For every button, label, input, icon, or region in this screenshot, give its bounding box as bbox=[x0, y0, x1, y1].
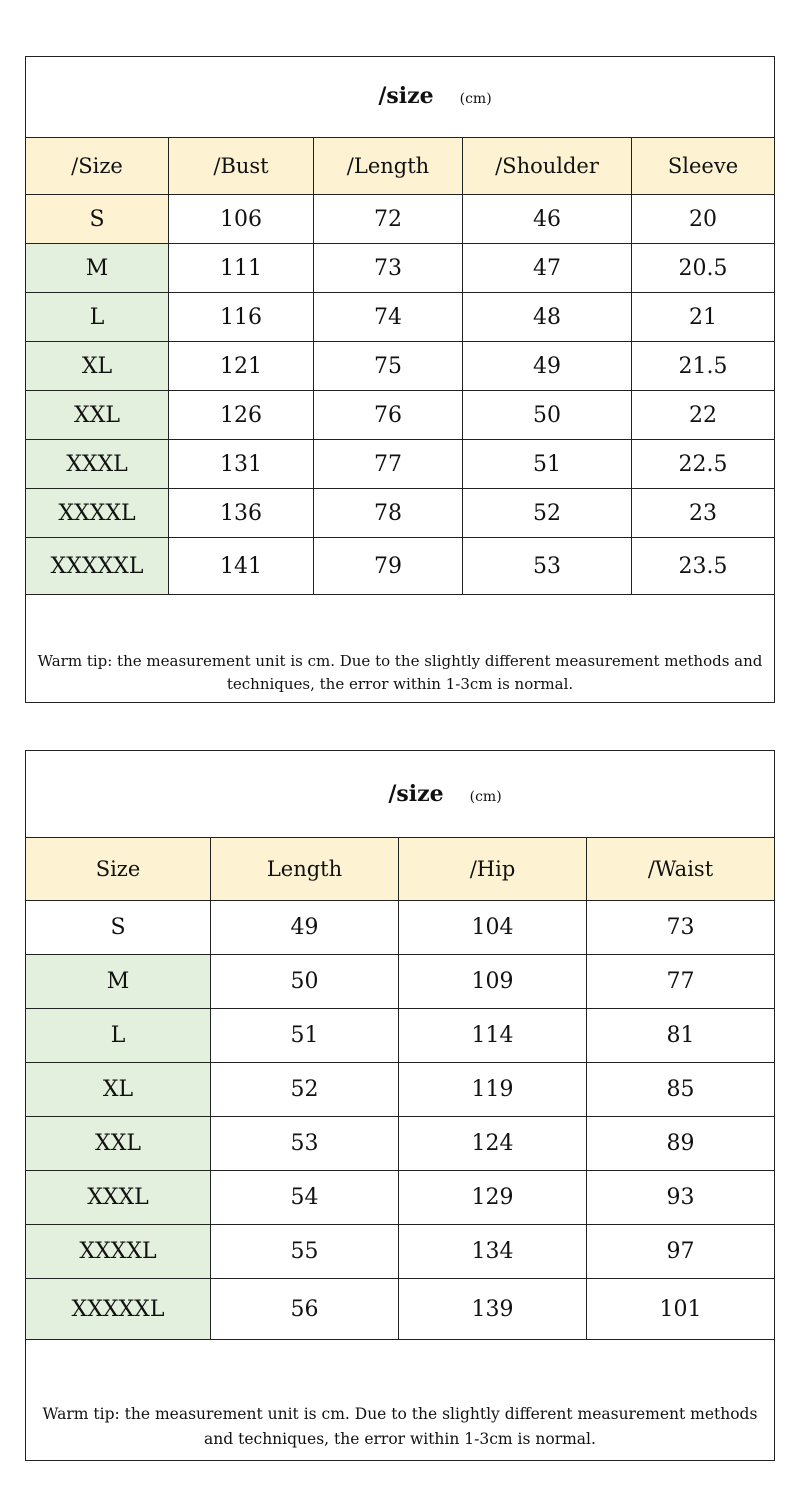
top-value-cell: 46 bbox=[463, 195, 632, 244]
top-chart-unit: (cm) bbox=[459, 91, 492, 107]
top-header-row bbox=[26, 138, 774, 195]
top-table-row bbox=[26, 342, 774, 391]
bottom-size-chart bbox=[25, 750, 775, 1461]
bottom-table-row bbox=[26, 1171, 774, 1225]
top-value-cell: 50 bbox=[463, 391, 632, 440]
bottom-size-cell: XL bbox=[26, 1063, 211, 1117]
top-size-cell: S bbox=[26, 195, 169, 244]
top-value-cell: 76 bbox=[314, 391, 463, 440]
bottom-value-cell: 97 bbox=[587, 1225, 775, 1279]
top-value-cell: 78 bbox=[314, 489, 463, 538]
top-value-cell: 53 bbox=[463, 538, 632, 595]
bottom-header-length: Length bbox=[211, 838, 399, 901]
top-size-cell: M bbox=[26, 244, 169, 293]
bottom-value-cell: 134 bbox=[399, 1225, 587, 1279]
bottom-value-cell: 109 bbox=[399, 955, 587, 1009]
bottom-value-cell: 101 bbox=[587, 1279, 775, 1340]
top-value-cell: 126 bbox=[169, 391, 314, 440]
top-value-cell: 131 bbox=[169, 440, 314, 489]
top-size-cell: XL bbox=[26, 342, 169, 391]
top-chart-title-text: /size bbox=[378, 83, 434, 109]
top-table-row bbox=[26, 195, 774, 244]
top-value-cell: 141 bbox=[169, 538, 314, 595]
bottom-size-cell: XXL bbox=[26, 1117, 211, 1171]
top-value-cell: 49 bbox=[463, 342, 632, 391]
top-header-sleeve: Sleeve bbox=[632, 138, 775, 195]
bottom-table-row bbox=[26, 1117, 774, 1171]
top-value-cell: 20 bbox=[632, 195, 775, 244]
bottom-size-cell: S bbox=[26, 901, 211, 955]
bottom-value-cell: 53 bbox=[211, 1117, 399, 1171]
bottom-value-cell: 85 bbox=[587, 1063, 775, 1117]
top-table-row bbox=[26, 244, 774, 293]
bottom-value-cell: 104 bbox=[399, 901, 587, 955]
bottom-chart-title-text: /size bbox=[388, 781, 444, 807]
top-value-cell: 23.5 bbox=[632, 538, 775, 595]
top-table-row bbox=[26, 538, 774, 595]
top-value-cell: 136 bbox=[169, 489, 314, 538]
bottom-header-row bbox=[26, 838, 774, 901]
bottom-size-table bbox=[26, 837, 774, 1340]
top-table-row bbox=[26, 293, 774, 342]
top-value-cell: 74 bbox=[314, 293, 463, 342]
top-value-cell: 77 bbox=[314, 440, 463, 489]
top-size-table bbox=[26, 137, 774, 595]
top-value-cell: 20.5 bbox=[632, 244, 775, 293]
top-size-cell: XXL bbox=[26, 391, 169, 440]
top-value-cell: 75 bbox=[314, 342, 463, 391]
top-value-cell: 72 bbox=[314, 195, 463, 244]
top-value-cell: 22.5 bbox=[632, 440, 775, 489]
bottom-size-cell: XXXXL bbox=[26, 1225, 211, 1279]
bottom-header-hip: /Hip bbox=[399, 838, 587, 901]
bottom-chart-title bbox=[26, 751, 774, 837]
top-header-length: /Length bbox=[314, 138, 463, 195]
bottom-header-waist: /Waist bbox=[587, 838, 775, 901]
bottom-table-row bbox=[26, 1225, 774, 1279]
top-warm-tip: Warm tip: the measurement unit is cm. Due to the slightly different measurement methods and techniques, the error within 1-3cm is normal. bbox=[37, 652, 763, 693]
top-value-cell: 73 bbox=[314, 244, 463, 293]
top-value-cell: 121 bbox=[169, 342, 314, 391]
top-value-cell: 23 bbox=[632, 489, 775, 538]
top-chart-title bbox=[26, 57, 774, 137]
top-value-cell: 111 bbox=[169, 244, 314, 293]
bottom-value-cell: 73 bbox=[587, 901, 775, 955]
bottom-value-cell: 55 bbox=[211, 1225, 399, 1279]
bottom-warm-tip: Warm tip: the measurement unit is cm. Due to the slightly different measurement methods and techniques, the error within 1-3cm is normal. bbox=[42, 1405, 758, 1448]
top-header-shoulder: /Shoulder bbox=[463, 138, 632, 195]
top-value-cell: 47 bbox=[463, 244, 632, 293]
top-table-body bbox=[26, 195, 774, 595]
bottom-value-cell: 129 bbox=[399, 1171, 587, 1225]
bottom-value-cell: 89 bbox=[587, 1117, 775, 1171]
bottom-table-row bbox=[26, 955, 774, 1009]
bottom-size-cell: L bbox=[26, 1009, 211, 1063]
top-header-bust: /Bust bbox=[169, 138, 314, 195]
bottom-value-cell: 124 bbox=[399, 1117, 587, 1171]
bottom-header-size: Size bbox=[26, 838, 211, 901]
top-table-row bbox=[26, 440, 774, 489]
bottom-size-cell: M bbox=[26, 955, 211, 1009]
top-size-cell: XXXL bbox=[26, 440, 169, 489]
top-size-cell: XXXXXL bbox=[26, 538, 169, 595]
bottom-table-row bbox=[26, 1279, 774, 1340]
top-header-size: /Size bbox=[26, 138, 169, 195]
bottom-value-cell: 81 bbox=[587, 1009, 775, 1063]
bottom-value-cell: 139 bbox=[399, 1279, 587, 1340]
bottom-value-cell: 51 bbox=[211, 1009, 399, 1063]
bottom-table-row bbox=[26, 1009, 774, 1063]
bottom-value-cell: 119 bbox=[399, 1063, 587, 1117]
top-size-chart bbox=[25, 56, 775, 703]
top-value-cell: 21 bbox=[632, 293, 775, 342]
top-value-cell: 52 bbox=[463, 489, 632, 538]
bottom-value-cell: 50 bbox=[211, 955, 399, 1009]
top-value-cell: 116 bbox=[169, 293, 314, 342]
top-value-cell: 21.5 bbox=[632, 342, 775, 391]
top-value-cell: 79 bbox=[314, 538, 463, 595]
bottom-size-cell: XXXL bbox=[26, 1171, 211, 1225]
top-size-cell: XXXXL bbox=[26, 489, 169, 538]
top-value-cell: 51 bbox=[463, 440, 632, 489]
bottom-table-row bbox=[26, 1063, 774, 1117]
top-table-row bbox=[26, 489, 774, 538]
top-table-row bbox=[26, 391, 774, 440]
bottom-size-cell: XXXXXL bbox=[26, 1279, 211, 1340]
bottom-table-row bbox=[26, 901, 774, 955]
bottom-value-cell: 49 bbox=[211, 901, 399, 955]
bottom-table-body bbox=[26, 901, 774, 1340]
bottom-value-cell: 54 bbox=[211, 1171, 399, 1225]
bottom-value-cell: 77 bbox=[587, 955, 775, 1009]
top-value-cell: 22 bbox=[632, 391, 775, 440]
bottom-chart-unit: (cm) bbox=[469, 789, 502, 805]
bottom-value-cell: 56 bbox=[211, 1279, 399, 1340]
top-size-cell: L bbox=[26, 293, 169, 342]
top-value-cell: 106 bbox=[169, 195, 314, 244]
bottom-value-cell: 52 bbox=[211, 1063, 399, 1117]
bottom-value-cell: 114 bbox=[399, 1009, 587, 1063]
top-value-cell: 48 bbox=[463, 293, 632, 342]
bottom-value-cell: 93 bbox=[587, 1171, 775, 1225]
